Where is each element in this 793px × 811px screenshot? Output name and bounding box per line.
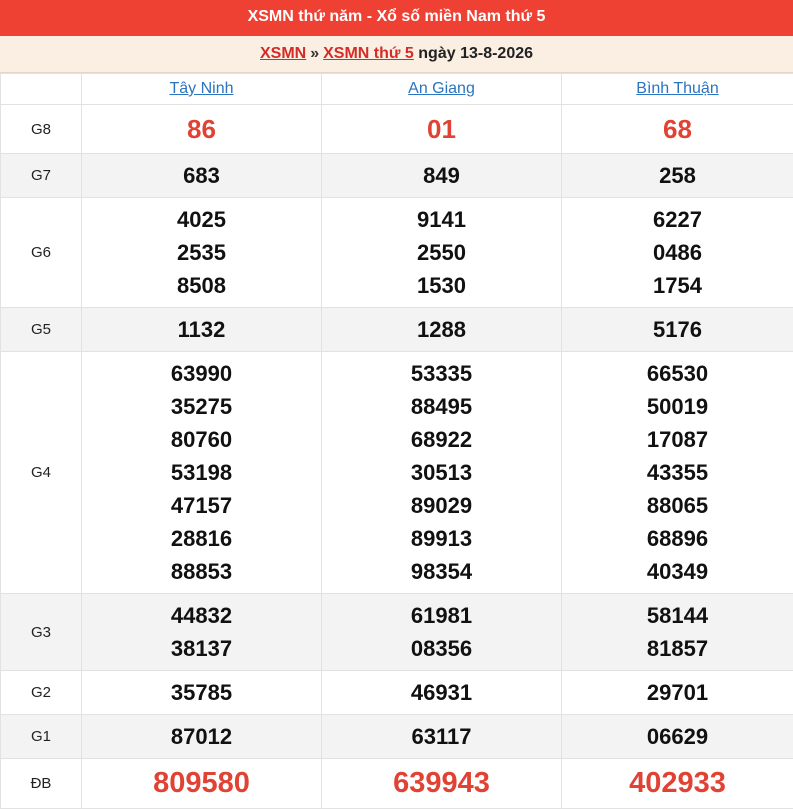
province-header-row	[1, 74, 793, 105]
result-number: 30513	[410, 460, 473, 485]
prize-row-g4	[1, 352, 793, 594]
result-number: 5176	[653, 317, 702, 342]
province-link-tay-ninh[interactable]: Tây Ninh	[169, 80, 234, 97]
result-number: 80760	[170, 427, 233, 452]
province-header-cell	[562, 74, 793, 105]
prize-label: G5	[1, 308, 82, 352]
prize-row-g3	[1, 594, 793, 671]
result-cell	[322, 154, 562, 198]
result-cell	[82, 352, 322, 594]
header-empty-cell	[1, 74, 82, 105]
breadcrumb-link-xsmn[interactable]: XSMN	[259, 45, 307, 62]
result-number: 58144	[646, 603, 709, 628]
result-number: 89913	[410, 526, 473, 551]
result-number: 6227	[653, 207, 702, 232]
result-cell	[322, 594, 562, 671]
special-prize-number: 639943	[393, 767, 490, 799]
result-cell	[82, 198, 322, 308]
result-number: 01	[427, 113, 456, 144]
result-cell	[82, 154, 322, 198]
prize-label: G8	[1, 105, 82, 154]
results-table	[0, 73, 793, 809]
prize-row-g8	[1, 105, 793, 154]
result-number: 68896	[646, 526, 709, 551]
result-number: 4025	[177, 207, 226, 232]
result-number: 68	[663, 113, 692, 144]
special-prize-number: 402933	[629, 767, 726, 799]
prize-label: G6	[1, 198, 82, 308]
result-number: 683	[183, 163, 220, 188]
prize-row-g1	[1, 715, 793, 759]
result-cell	[562, 352, 793, 594]
result-number: 88495	[410, 394, 473, 419]
result-cell	[82, 308, 322, 352]
result-number: 06629	[646, 724, 709, 749]
result-number: 88853	[170, 559, 233, 584]
result-number: 28816	[170, 526, 233, 551]
result-cell	[562, 715, 793, 759]
result-number: 1754	[653, 273, 702, 298]
result-cell	[82, 671, 322, 715]
result-cell	[82, 715, 322, 759]
result-cell	[562, 198, 793, 308]
result-number: 35785	[170, 680, 233, 705]
result-cell	[562, 308, 793, 352]
result-number: 38137	[170, 636, 233, 661]
result-number: 35275	[170, 394, 233, 419]
result-cell	[322, 352, 562, 594]
prize-label: G4	[1, 352, 82, 594]
result-cell	[322, 671, 562, 715]
page-title: XSMN thứ năm - Xổ số miền Nam thứ 5	[0, 0, 793, 36]
result-cell	[82, 105, 322, 154]
result-number: 66530	[646, 361, 709, 386]
result-number: 89029	[410, 493, 473, 518]
prize-label: G7	[1, 154, 82, 198]
result-number: 63117	[411, 724, 472, 749]
result-number: 68922	[410, 427, 473, 452]
result-cell	[322, 759, 562, 809]
breadcrumb-link-xsmn-thu5[interactable]: XSMN thứ 5	[323, 45, 414, 62]
result-cell	[322, 198, 562, 308]
prize-label: G1	[1, 715, 82, 759]
result-number: 1288	[417, 317, 466, 342]
result-cell	[82, 594, 322, 671]
result-number: 53335	[410, 361, 473, 386]
result-cell	[562, 759, 793, 809]
result-number: 8508	[177, 273, 226, 298]
special-prize-number: 809580	[153, 767, 250, 799]
result-number: 87012	[170, 724, 233, 749]
result-cell	[562, 594, 793, 671]
result-number: 0486	[653, 240, 702, 265]
result-number: 9141	[417, 207, 466, 232]
prize-row-g6	[1, 198, 793, 308]
province-link-binh-thuan[interactable]: Bình Thuận	[636, 80, 719, 97]
breadcrumb-separator: »	[310, 45, 320, 62]
result-number: 2550	[417, 240, 466, 265]
result-number: 86	[187, 113, 216, 144]
result-number: 98354	[410, 559, 473, 584]
prize-row-special	[1, 759, 793, 809]
prize-label: G3	[1, 594, 82, 671]
result-number: 17087	[646, 427, 709, 452]
province-header-cell	[82, 74, 322, 105]
result-cell	[562, 671, 793, 715]
result-number: 43355	[646, 460, 709, 485]
result-number: 44832	[170, 603, 233, 628]
result-number: 40349	[646, 559, 709, 584]
breadcrumb	[0, 36, 793, 73]
prize-row-g5	[1, 308, 793, 352]
result-number: 46931	[410, 680, 473, 705]
result-number: 53198	[170, 460, 233, 485]
result-cell	[82, 759, 322, 809]
prize-label: ĐB	[1, 759, 82, 809]
result-cell	[322, 715, 562, 759]
result-number: 1132	[177, 317, 226, 342]
prize-row-g7	[1, 154, 793, 198]
result-number: 258	[659, 163, 696, 188]
result-number: 849	[423, 163, 460, 188]
result-cell	[322, 105, 562, 154]
prize-label: G2	[1, 671, 82, 715]
result-number: 08356	[410, 636, 473, 661]
result-cell	[562, 154, 793, 198]
province-link-an-giang[interactable]: An Giang	[408, 80, 475, 97]
prize-row-g2	[1, 671, 793, 715]
result-number: 81857	[646, 636, 709, 661]
result-cell	[562, 105, 793, 154]
result-number: 88065	[646, 493, 709, 518]
result-number: 2535	[177, 240, 226, 265]
result-number: 50019	[646, 394, 709, 419]
result-number: 29701	[646, 680, 709, 705]
result-number: 1530	[417, 273, 466, 298]
province-header-cell	[322, 74, 562, 105]
result-number: 63990	[170, 361, 233, 386]
result-cell	[322, 308, 562, 352]
result-number: 61981	[410, 603, 473, 628]
breadcrumb-date: ngày 13-8-2026	[418, 45, 534, 62]
result-number: 47157	[170, 493, 233, 518]
